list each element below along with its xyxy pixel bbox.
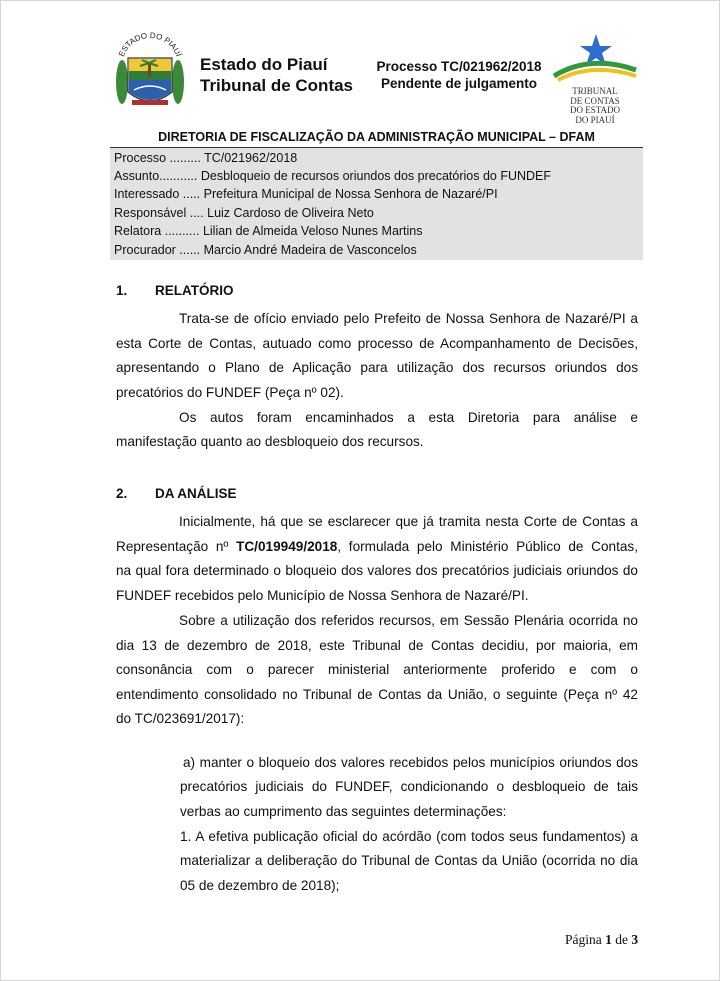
- process-status: Pendente de julgamento: [380, 76, 538, 91]
- info-row-relatora: Relatora .......... Lilian de Almeida Veloso Nunes Martins: [114, 224, 423, 238]
- info-row-responsavel: Responsável .... Luiz Cardoso de Oliveira Neto: [114, 206, 374, 220]
- state-name: Estado do Piauí: [200, 55, 328, 74]
- page-number: Página 1 de 3: [565, 932, 639, 947]
- quote-line: materializar a deliberação do Tribunal de Contas da União (ocorrida no dia: [180, 853, 638, 868]
- info-row-assunto: Assunto........... Desbloqueio de recursos oriundos dos precatórios do FUNDEF: [114, 169, 552, 183]
- paragraph-line: dia 13 de dezembro de 2018, este Tribunal de Contas decidiu, por maioria, em: [116, 638, 638, 653]
- info-row-procurador: Procurador ...... Marcio André Madeira de Vasconcelos: [114, 243, 417, 257]
- section-2-title: DA ANÁLISE: [155, 486, 237, 501]
- court-name: Tribunal de Contas: [200, 76, 354, 95]
- tce-logo-line: DE CONTAS: [570, 95, 620, 106]
- header-titles: [200, 54, 353, 96]
- tce-logo-line: TRIBUNAL: [572, 86, 618, 96]
- quote-line: precatórios judiciais do FUNDEF, condicionando o desbloqueio de tais: [180, 779, 638, 794]
- paragraph-line: na qual fora determinado o bloqueio dos valores dos precatórios judiciais oriundos do: [116, 563, 638, 578]
- process-number: Processo TC/021962/2018: [376, 59, 542, 74]
- directorate-heading: DIRETORIA DE FISCALIZAÇÃO DA ADMINISTRAÇÃO MUNICIPAL – DFAM: [158, 130, 595, 144]
- process-status-block: [373, 58, 545, 92]
- process-info-box: [110, 148, 643, 260]
- tce-logo-line: DO ESTADO: [569, 105, 621, 115]
- paragraph-line: Trata-se de ofício enviado pelo Prefeito de Nossa Senhora de Nazaré/PI a: [179, 311, 638, 326]
- svg-text:ESTADO DO PIAUÍ: [117, 31, 183, 59]
- section-2-number: 2.: [116, 486, 128, 501]
- paragraph-line: precatórios do FUNDEF (Peça nº 02).: [116, 385, 344, 400]
- quote-line: verbas ao cumprimento das seguintes determinações:: [180, 804, 507, 819]
- info-row-processo: Processo ......... TC/021962/2018: [114, 151, 298, 165]
- paragraph-line: manifestação quanto ao desbloqueio dos recursos.: [116, 434, 424, 449]
- quote-line: a) manter o bloqueio dos valores recebidos pelos municípios oriundos dos: [183, 755, 638, 770]
- star-icon: [550, 30, 640, 82]
- paragraph-line: Os autos foram encaminhados a esta Diretoria para análise e: [179, 410, 638, 425]
- paragraph-line: consonância com o parecer ministerial anteriormente proferido e com o: [116, 662, 638, 677]
- paragraph-line: Inicialmente, há que se esclarecer que já tramita nesta Corte de Contas a: [179, 514, 638, 529]
- info-row-interessado: Interessado ..... Prefeitura Municipal de Nossa Senhora de Nazaré/PI: [114, 187, 498, 201]
- tce-logo-line: DO PIAUÍ: [575, 114, 615, 125]
- paragraph-line: esta Corte de Contas, autuado como processo de Acompanhamento de Decisões,: [116, 336, 638, 351]
- section-1-number: 1.: [116, 283, 128, 298]
- piaui-state-seal: [112, 30, 188, 110]
- seal-text: ESTADO DO PIAUÍ: [116, 30, 184, 58]
- paragraph-line: Sobre a utilização dos referidos recursos, em Sessão Plenária ocorrida no: [179, 613, 638, 628]
- quote-line: 05 de dezembro de 2018);: [180, 878, 340, 893]
- quote-line: 1. A efetiva publicação oficial do acórdão (com todos seus fundamentos) a: [180, 829, 638, 844]
- paragraph-line: do TC/023691/2017):: [116, 711, 245, 726]
- tce-pi-logo: [550, 30, 640, 125]
- paragraph-line: apresentando o Plano de Aplicação para utilização dos recursos oriundos dos: [116, 360, 638, 375]
- cited-process: TC/019949/2018: [236, 539, 338, 554]
- paragraph-line: entendimento consolidado no Tribunal de Contas da União, o seguinte (Peça nº 42: [116, 687, 638, 702]
- section-1-title: RELATÓRIO: [155, 283, 234, 298]
- paragraph-line: FUNDEF recebidos pelo Município de Nossa Senhora de Nazaré/PI.: [116, 588, 529, 603]
- paragraph-line: Representação nº TC/019949/2018, formulada pelo Ministério Público de Contas,: [116, 539, 638, 554]
